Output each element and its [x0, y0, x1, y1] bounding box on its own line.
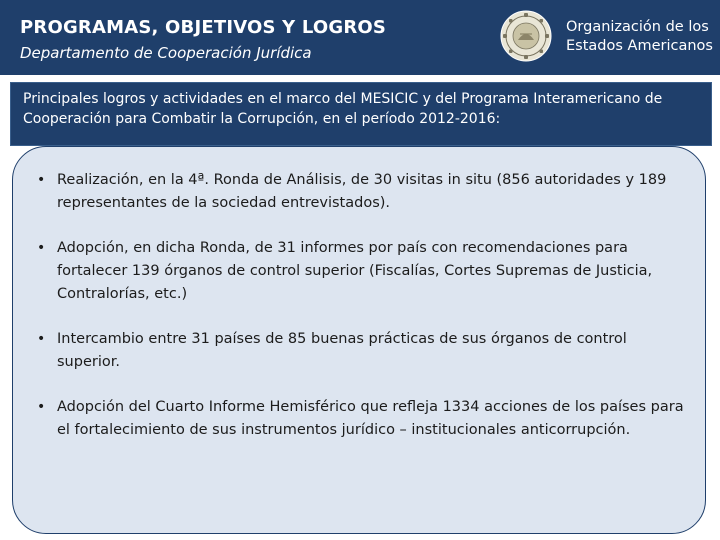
organization-name: [566, 18, 713, 56]
page-title: PROGRAMAS, OBJETIVOS Y LOGROS: [20, 17, 387, 38]
oas-seal-icon: [500, 10, 552, 62]
bullet-icon: •: [37, 240, 46, 256]
header-banner: [0, 0, 720, 75]
bullet-icon: •: [37, 399, 46, 415]
bullet-icon: •: [37, 172, 46, 188]
achievement-text: Intercambio entre 31 países de 85 buenas prácticas de sus órganos de control superior.: [57, 331, 627, 370]
achievement-item: [35, 396, 690, 442]
org-name-line1: Organización de los: [566, 19, 709, 35]
achievement-item: [35, 328, 690, 374]
achievements-list: [35, 169, 690, 442]
intro-text: Principales logros y actividades en el marco del MESICIC y del Programa Interamericano de Cooperación para Combatir la Corrupción, en el período 2012-2016:: [23, 91, 663, 127]
org-name-line2: Estados Americanos: [566, 38, 713, 54]
achievement-text: Realización, en la 4ª. Ronda de Análisis, de 30 visitas in situ (856 autoridades y 189 representantes de la sociedad entrevistados).: [57, 172, 667, 211]
achievement-item: [35, 237, 690, 306]
achievement-text: Adopción, en dicha Ronda, de 31 informes por país con recomendaciones para fortalecer 139 órganos de control superior (Fiscalías, Cortes Supremas de Justicia, Contralorías, etc.): [57, 240, 653, 302]
bullet-icon: •: [37, 331, 46, 347]
achievement-text: Adopción del Cuarto Informe Hemisférico que refleja 1334 acciones de los países para el fortalecimiento de sus instrumentos jurídico – institucionales anticorrupción.: [57, 399, 684, 438]
achievement-item: [35, 169, 690, 215]
page-subtitle: Departamento de Cooperación Jurídica: [20, 44, 312, 62]
achievements-panel: [12, 146, 706, 534]
intro-box: [10, 82, 712, 146]
